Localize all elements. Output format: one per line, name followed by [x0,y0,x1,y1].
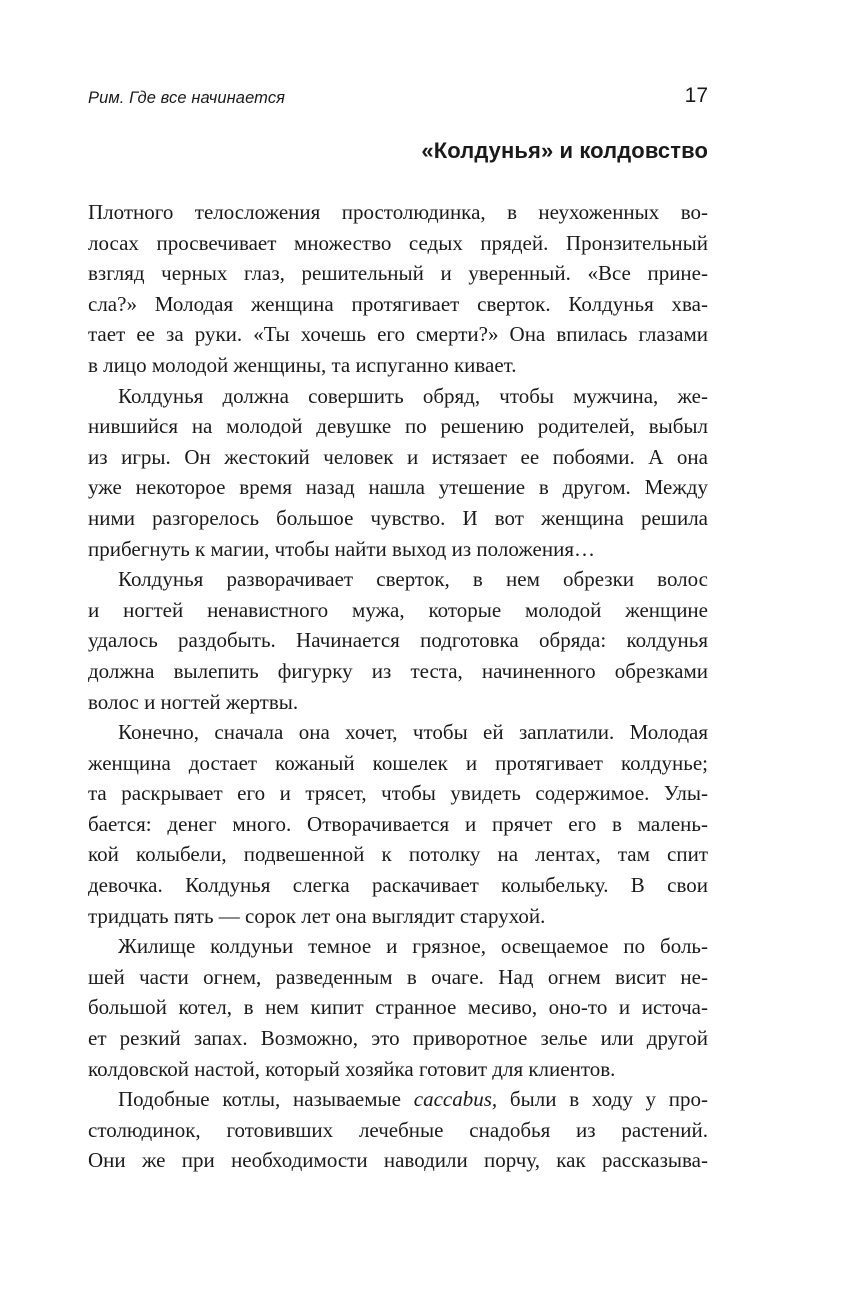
text-line: та раскрывает его и трясет, чтобы увидеть содержимое. Улы- [88,781,708,806]
page-number: 17 [684,84,708,107]
text-line: колдовской настой, который хозяйка готовит для клиентов. [88,1056,616,1081]
text-line: прибегнуть к магии, чтобы найти выход из положения… [88,536,595,561]
text-line: удалось раздобыть. Начинается подготовка обряда: колдунья [88,628,708,653]
paragraph-1 [88,197,708,381]
text-line: нившийся на молодой девушке по решению родителей, выбыл [88,414,708,439]
text-fragment: Подобные котлы, называемые [118,1087,414,1112]
section-title: «Колдунья» и колдовство [421,138,708,163]
text-line: должна вылепить фигурку из теста, начиненного обрезками [88,658,708,683]
text-line: и ногтей ненавистного мужа, которые молодой женщине [88,597,708,622]
paragraph-3 [88,564,708,717]
text-line: Колдунья должна совершить обряд, чтобы мужчина, же- [118,383,708,408]
text-line: Жилище колдуньи темное и грязное, освещаемое по боль- [118,934,708,959]
paragraph-4 [88,717,708,931]
text-line: девочка. Колдунья слегка раскачивает колыбельку. В свои [88,873,708,898]
text-line: тает ее за руки. «Ты хочешь его смерти?» Она впилась глазами [88,322,708,347]
text-line [88,1084,708,1115]
text-line: сла?» Молодая женщина протягивает сверток. Колдунья хва- [88,291,708,316]
text-line: лосах просвечивает множество седых прядей. Пронзительный [88,230,708,255]
text-line: тридцать пять — сорок лет она выглядит старухой. [88,903,546,928]
text-line: взгляд черных глаз, решительный и уверенный. «Все прине- [88,261,708,286]
text-line: шей части огнем, разведенным в очаге. Над огнем висит не- [88,964,708,989]
text-line: Плотного телосложения простолюдинка, в неухоженных во- [88,200,708,224]
text-line: уже некоторое время назад нашла утешение в другом. Между [88,475,708,500]
paragraph-5 [88,931,708,1084]
text-line: столюдинок, готовивших лечебные снадобья из растений. [88,1117,708,1142]
text-line: большой котел, в нем кипит странное месиво, оно-то и источа- [88,995,708,1020]
body-text [88,197,708,1176]
text-line: волос и ногтей жертвы. [88,689,299,714]
text-line: ет резкий запах. Возможно, это приворотное зелье или другой [88,1026,708,1051]
text-line: ними разгорелось большое чувство. И вот женщина решила [88,505,708,530]
paragraph-2 [88,381,708,565]
text-line: в лицо молодой женщины, та испуганно кивает. [88,352,517,377]
running-title: Рим. Где все начинается [88,89,286,107]
text-line: Конечно, сначала она хочет, чтобы ей заплатили. Молодая [118,720,708,745]
text-line: женщина достает кожаный кошелек и протягивает колдунье; [88,750,708,775]
latin-term: caccabus, [413,1087,498,1112]
paragraph-6 [88,1084,708,1176]
running-head [88,84,708,114]
text-line: Они же при необходимости наводили порчу, как рассказыва- [88,1148,708,1173]
text-line: из игры. Он жестокий человек и истязает ее побоями. А она [88,444,708,469]
text-line: бается: денег много. Отворачивается и прячет его в малень- [88,811,708,836]
text-line: кой колыбели, подвешенной к потолку на лентах, там спит [88,842,708,867]
text-fragment: были в ходу у про- [497,1087,708,1112]
text-line: Колдунья разворачивает сверток, в нем обрезки волос [118,567,708,592]
